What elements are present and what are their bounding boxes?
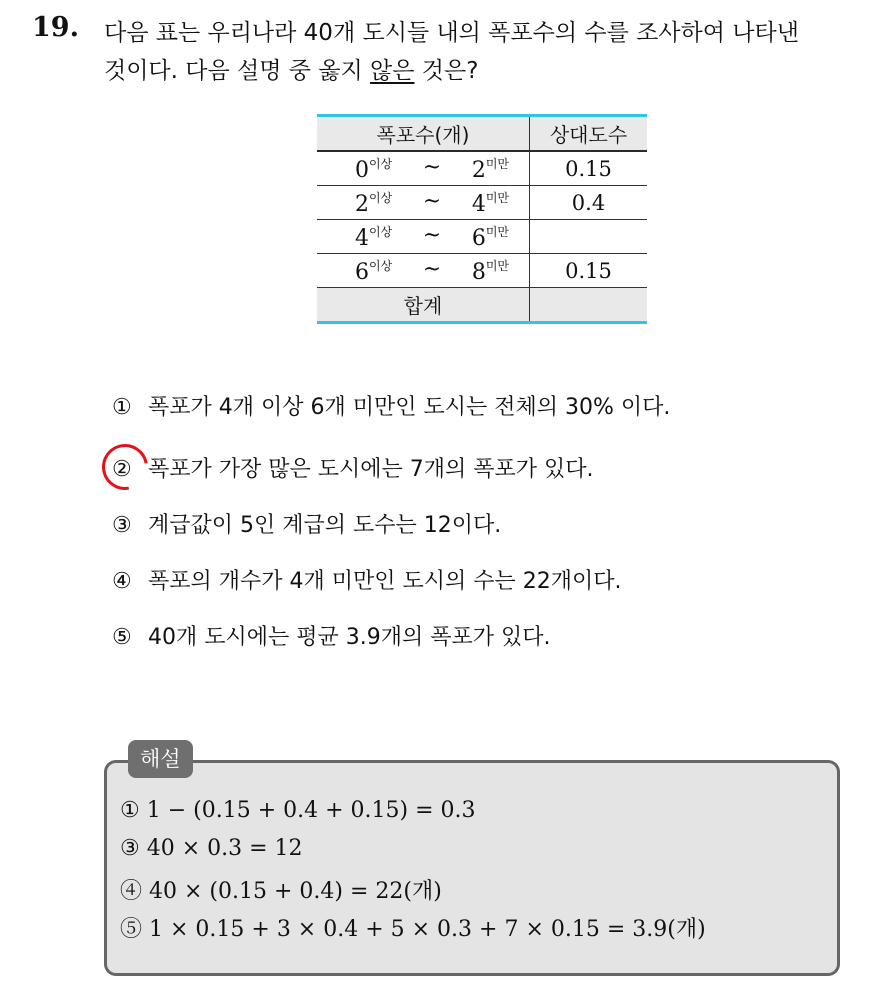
- lower-suffix: 이상: [369, 258, 393, 273]
- question-line-2-start: 것이다. 다음 설명 중 옳지: [104, 58, 371, 84]
- tilde: ~: [422, 222, 442, 248]
- lower-bound: 6: [355, 259, 369, 285]
- table-row: [317, 220, 647, 254]
- table-total-row: [317, 288, 647, 323]
- lower-suffix: 이상: [369, 224, 393, 239]
- option-number: ④: [112, 569, 132, 594]
- class-interval: [317, 186, 530, 220]
- tilde: ~: [422, 188, 442, 214]
- lower-bound: 2: [355, 191, 369, 217]
- solution-box: [104, 760, 840, 976]
- table-row: [317, 186, 647, 220]
- option-text: 폭포가 4개 이상 6개 미만인 도시는 전체의 30% 이다.: [148, 395, 671, 420]
- class-lower: [355, 155, 392, 183]
- lower-suffix: 이상: [369, 190, 393, 205]
- upper-suffix: 미만: [485, 190, 509, 205]
- question-line-2: [104, 52, 864, 90]
- total-value: [530, 288, 648, 323]
- lower-bound: 4: [355, 225, 369, 251]
- upper-bound: 8: [471, 259, 486, 285]
- option-number: ⑤: [112, 625, 132, 650]
- option-number: ①: [112, 395, 132, 420]
- class-upper: [472, 155, 509, 183]
- relative-frequency: 0.15: [530, 254, 648, 288]
- header-relative-frequency: 상대도수: [530, 116, 648, 152]
- option-number: ③: [112, 513, 132, 538]
- relative-frequency: 0.4: [530, 186, 648, 220]
- tilde: ~: [422, 256, 442, 282]
- solution-line-1: ① 1 − (0.15 + 0.4 + 0.15) = 0.3: [120, 798, 476, 823]
- lower-suffix: 이상: [369, 156, 393, 171]
- solution-tag: 해설: [128, 740, 193, 778]
- total-label: 합계: [317, 288, 530, 323]
- class-lower: [355, 223, 392, 251]
- upper-bound: 4: [471, 191, 486, 217]
- class-upper: [472, 189, 509, 217]
- option-text: 40개 도시에는 평균 3.9개의 폭포가 있다.: [148, 625, 551, 650]
- table-row: [317, 254, 647, 288]
- solution-line-3: ④ 40 × (0.15 + 0.4) = 22(개): [120, 879, 442, 904]
- option-number: ②: [112, 457, 132, 482]
- relative-frequency: 0.15: [530, 151, 648, 186]
- question-line-1: 다음 표는 우리나라 40개 도시들 내의 폭포수의 수를 조사하여 나타낸: [104, 20, 799, 46]
- answer-circle-mark: [93, 435, 157, 499]
- class-interval: [317, 254, 530, 288]
- option-3[interactable]: [112, 508, 501, 539]
- upper-suffix: 미만: [485, 224, 509, 239]
- option-text: 계급값이 5인 계급의 도수는 12이다.: [148, 513, 502, 538]
- option-1[interactable]: [112, 390, 670, 421]
- class-lower: [355, 257, 392, 285]
- upper-bound: 2: [471, 157, 486, 183]
- option-2[interactable]: [112, 452, 594, 483]
- frequency-table: [317, 114, 647, 324]
- lower-bound: 0: [355, 157, 369, 183]
- upper-bound: 6: [471, 225, 486, 251]
- option-text: 폭포가 가장 많은 도시에는 7개의 폭포가 있다.: [148, 457, 594, 482]
- class-interval: [317, 151, 530, 186]
- option-4[interactable]: [112, 564, 621, 595]
- underlined-word: 않은: [370, 58, 415, 84]
- table-row: [317, 151, 647, 186]
- solution-line-4: ⑤ 1 × 0.15 + 3 × 0.4 + 5 × 0.3 + 7 × 0.15 = 3.9(개): [120, 917, 706, 942]
- option-5[interactable]: [112, 620, 550, 651]
- class-lower: [355, 189, 392, 217]
- class-interval: [317, 220, 530, 254]
- header-waterfall-count: 폭포수(개): [317, 116, 530, 152]
- table-header-row: [317, 116, 647, 152]
- option-text: 폭포의 개수가 4개 미만인 도시의 수는 22개이다.: [148, 569, 622, 594]
- class-upper: [472, 223, 509, 251]
- class-upper: [472, 257, 509, 285]
- upper-suffix: 미만: [485, 258, 509, 273]
- tilde: ~: [422, 154, 442, 180]
- solution-line-2: ③ 40 × 0.3 = 12: [120, 836, 303, 861]
- question-line-2-end: 것은?: [414, 58, 479, 84]
- question-text: [104, 14, 864, 90]
- question-number: 19.: [32, 12, 79, 43]
- upper-suffix: 미만: [485, 156, 509, 171]
- relative-frequency: [530, 220, 648, 254]
